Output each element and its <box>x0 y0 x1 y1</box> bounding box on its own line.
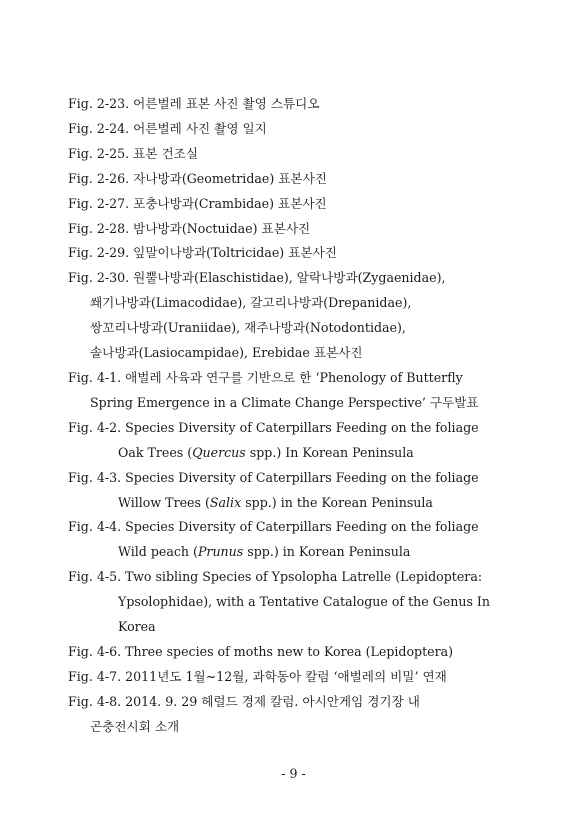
figure-entry <box>68 690 518 740</box>
figure-entry <box>68 142 518 167</box>
figure-label: Fig. 2-24. <box>68 120 130 136</box>
figure-caption: 표본 건조실 <box>133 145 198 161</box>
figure-caption: Species Diversity of Caterpillars Feeding on the foliage <box>125 419 479 435</box>
figure-label: Fig. 4-6. <box>68 643 122 659</box>
figure-caption: 밤나방과(Noctuidae) 표본사진 <box>133 220 311 236</box>
figure-entry <box>68 92 518 117</box>
figure-label: Fig. 4-2. <box>68 419 122 435</box>
figure-list <box>68 92 518 740</box>
figure-label: Fig. 2-29. <box>68 245 130 261</box>
figure-entry <box>68 640 518 665</box>
figure-label: Fig. 4-7. <box>68 668 122 684</box>
figure-caption: 어른벌레 표본 사진 촬영 스튜디오 <box>133 96 320 111</box>
figure-caption-continued <box>68 441 518 466</box>
figure-label: Fig. 4-8. <box>68 693 122 709</box>
figure-entry <box>68 565 518 640</box>
figure-caption-continued: 쐐기나방과(Limacodidae), 갈고리나방과(Drepanidae), <box>90 295 412 311</box>
figure-label: Fig. 2-23. <box>68 96 130 111</box>
figure-caption: Two sibling Species of Ypsolopha Latrelle (Lepidoptera: <box>125 569 483 585</box>
figure-caption: 애벌레 사육과 연구를 기반으로 한 ‘Phenology of Butterfly <box>125 369 463 385</box>
figure-entry <box>68 665 518 690</box>
figure-caption: 2011년도 1월~12월, 과학동아 칼럼 ‘애벌레의 비밀’ 연재 <box>125 668 447 684</box>
figure-caption: Species Diversity of Caterpillars Feeding on the foliage <box>125 519 479 535</box>
caption-text: spp.) In Korean Peninsula <box>245 444 414 460</box>
figure-label: Fig. 2-27. <box>68 195 130 211</box>
figure-entry <box>68 466 518 516</box>
figure-entry <box>68 416 518 466</box>
figure-label: Fig. 4-4. <box>68 519 122 535</box>
figure-label: Fig. 4-5. <box>68 569 122 585</box>
figure-label: Fig. 2-25. <box>68 145 130 161</box>
caption-text: spp.) in the Korean Peninsula <box>241 494 433 510</box>
figure-caption-continued: 솔나방과(Lasiocampidae), Erebidae 표본사진 <box>90 345 363 361</box>
figure-label: Fig. 2-28. <box>68 220 130 236</box>
genus-name: Prunus <box>197 544 244 560</box>
figure-entry <box>68 117 518 142</box>
genus-name: Quercus <box>192 444 246 460</box>
figure-entry <box>68 366 518 416</box>
figure-caption: 원뿔나방과(Elaschistidae), 알락나방과(Zygaenidae), <box>133 270 446 286</box>
figure-caption-continued <box>68 540 518 565</box>
caption-text: Oak Trees ( <box>118 444 193 460</box>
figure-label: Fig. 2-26. <box>68 170 130 186</box>
figure-label: Fig. 4-1. <box>68 369 122 385</box>
figure-label: Fig. 4-3. <box>68 469 122 485</box>
figure-caption: Species Diversity of Caterpillars Feeding on the foliage <box>125 469 479 485</box>
figure-caption: 2014. 9. 29 헤럴드 경제 칼럼. 아시안게임 경기장 내 <box>125 693 420 709</box>
caption-text: Willow Trees ( <box>118 494 210 510</box>
figure-caption: 어른벌레 사진 촬영 일지 <box>133 120 267 136</box>
figure-caption: 포충나방과(Crambidae) 표본사진 <box>133 195 327 211</box>
figure-entry <box>68 167 518 192</box>
figure-caption-continued: Korea <box>118 619 156 635</box>
figure-caption-continued: 곤충전시회 소개 <box>90 718 180 734</box>
figure-caption-continued: 쌍꼬리나방과(Uraniidae), 재주나방과(Notodontidae), <box>90 320 406 336</box>
figure-caption: Three species of moths new to Korea (Lepidoptera) <box>125 643 454 659</box>
figure-entry <box>68 192 518 217</box>
figure-caption-continued <box>68 491 518 516</box>
figure-caption: 잎말이나방과(Toltricidae) 표본사진 <box>133 245 337 261</box>
figure-caption-continued: Spring Emergence in a Climate Change Perspective’ 구두발표 <box>90 394 479 410</box>
caption-text: Wild peach ( <box>118 544 198 560</box>
figure-entry <box>68 241 518 266</box>
genus-name: Salix <box>209 494 242 510</box>
figure-caption-continued: Ypsolophidae), with a Tentative Catalogue of the Genus In <box>118 594 490 610</box>
figure-entry <box>68 266 518 366</box>
figure-entry <box>68 515 518 565</box>
caption-text: spp.) in Korean Peninsula <box>243 544 411 560</box>
figure-label: Fig. 2-30. <box>68 270 130 286</box>
figure-entry <box>68 217 518 242</box>
figure-caption: 자나방과(Geometridae) 표본사진 <box>133 170 327 186</box>
page-number: - 9 - <box>281 766 306 781</box>
